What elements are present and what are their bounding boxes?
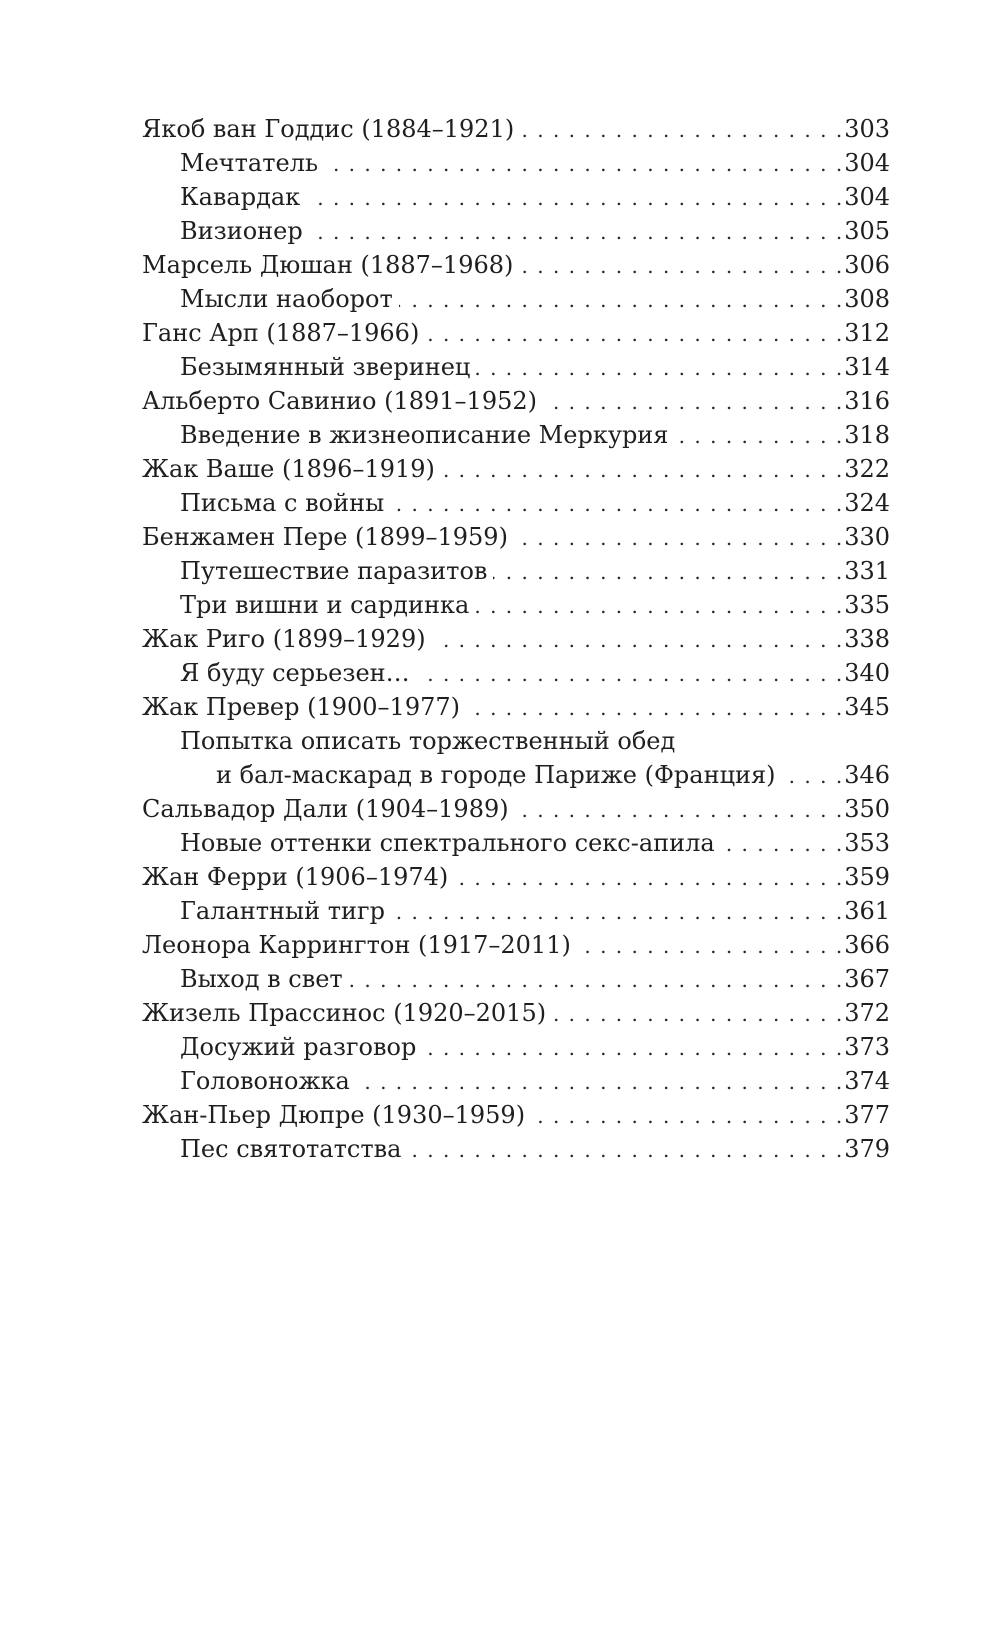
dot-leader — [309, 215, 844, 249]
toc-work-entry — [142, 146, 890, 180]
toc-page-number: 314 — [844, 353, 890, 381]
toc-page-number: 312 — [844, 319, 890, 347]
toc-page-number: 340 — [844, 659, 890, 687]
toc-page-number: 304 — [844, 183, 890, 211]
dot-leader — [721, 827, 844, 861]
toc-entry-title: Леонора Каррингтон (1917–2011) — [142, 928, 577, 962]
dot-leader — [399, 283, 844, 317]
toc-author-entry — [142, 622, 890, 656]
toc-work-entry — [142, 214, 890, 248]
toc-work-entry — [142, 180, 890, 214]
toc-page-number: 316 — [844, 387, 890, 415]
toc-entry-title: Новые оттенки спектрального секс-апила — [142, 826, 721, 860]
dot-leader — [514, 521, 844, 555]
toc-page-number: 374 — [844, 1067, 890, 1095]
dot-leader — [356, 1065, 844, 1099]
toc-author-entry — [142, 112, 890, 146]
dot-leader — [407, 1133, 844, 1167]
toc-entry-title: Якоб ван Годдис (1884–1921) — [142, 112, 520, 146]
toc-author-entry — [142, 928, 890, 962]
toc-entry-title: Досужий разговор — [142, 1030, 422, 1064]
toc-page-number: 303 — [844, 115, 890, 143]
toc-page-number: 331 — [844, 557, 890, 585]
dot-leader — [515, 793, 845, 827]
dot-leader — [493, 555, 844, 589]
toc-page-number: 372 — [844, 999, 890, 1027]
toc-work-entry — [142, 350, 890, 384]
toc-entry-title: и бал-маскарад в городе Париже (Франция) — [142, 758, 782, 792]
toc-page-number: 318 — [844, 421, 890, 449]
toc-entry-title: Кавардак — [142, 180, 306, 214]
toc-page-number: 306 — [844, 251, 890, 279]
toc-page-number: 338 — [844, 625, 890, 653]
toc-work-entry — [142, 554, 890, 588]
toc-page-number: 335 — [844, 591, 890, 619]
toc-page-number: 379 — [844, 1135, 890, 1163]
toc-entry-title: Безымянный зверинец — [142, 350, 476, 384]
toc-entry-title: Жан Ферри (1906–1974) — [142, 860, 454, 894]
toc-work-entry — [142, 1030, 890, 1064]
dot-leader — [782, 759, 845, 793]
dot-leader — [422, 1031, 844, 1065]
toc-entry-title: Сальвадор Дали (1904–1989) — [142, 792, 515, 826]
dot-leader — [416, 657, 845, 691]
toc-author-entry — [142, 520, 890, 554]
toc-entry-title: Визионер — [142, 214, 309, 248]
dot-leader — [531, 1099, 844, 1133]
dot-leader — [432, 623, 845, 657]
dot-leader — [390, 487, 844, 521]
toc-author-entry — [142, 1098, 890, 1132]
toc-entry-title: Мечтатель — [142, 146, 324, 180]
toc-page-number: 346 — [844, 761, 890, 789]
toc-work-entry — [142, 656, 890, 690]
toc-entry-title: Жак Превер (1900–1977) — [142, 690, 466, 724]
table-of-contents — [142, 112, 890, 1166]
toc-entry-title: Жак Риго (1899–1929) — [142, 622, 432, 656]
dot-leader — [425, 317, 844, 351]
toc-page-number: 366 — [844, 931, 890, 959]
toc-author-entry — [142, 690, 890, 724]
toc-author-entry — [142, 384, 890, 418]
toc-entry-title: Ганс Арп (1887–1966) — [142, 316, 425, 350]
toc-work-entry — [142, 826, 890, 860]
dot-leader — [519, 249, 844, 283]
toc-page-number: 308 — [844, 285, 890, 313]
toc-work-entry — [142, 486, 890, 520]
dot-leader — [466, 691, 844, 725]
toc-work-entry — [142, 1132, 890, 1166]
toc-page-number: 330 — [844, 523, 890, 551]
toc-entry-title: Мысли наоборот — [142, 282, 399, 316]
toc-entry-title: Жан-Пьер Дюпре (1930–1959) — [142, 1098, 531, 1132]
toc-page-number: 304 — [844, 149, 890, 177]
toc-entry-title: Я буду серьезен… — [142, 656, 416, 690]
toc-author-entry — [142, 792, 890, 826]
toc-work-entry — [142, 894, 890, 928]
dot-leader — [454, 861, 844, 895]
dot-leader — [324, 147, 844, 181]
toc-work-entry — [142, 724, 890, 758]
toc-entry-title: Попытка описать торжественный обед — [142, 724, 681, 758]
toc-page-number: 377 — [844, 1101, 890, 1129]
toc-author-entry — [142, 860, 890, 894]
toc-page-number: 345 — [844, 693, 890, 721]
toc-entry-title: Бенжамен Пере (1899–1959) — [142, 520, 514, 554]
toc-work-entry — [142, 758, 890, 792]
toc-page-number: 350 — [844, 795, 890, 823]
toc-work-entry — [142, 588, 890, 622]
dot-leader — [476, 351, 844, 385]
dot-leader — [552, 997, 844, 1031]
toc-work-entry — [142, 282, 890, 316]
toc-page-number: 373 — [844, 1033, 890, 1061]
toc-entry-title: Письма с войны — [142, 486, 390, 520]
toc-entry-title: Альберто Савинио (1891–1952) — [142, 384, 543, 418]
toc-page-number: 359 — [844, 863, 890, 891]
toc-entry-title: Путешествие паразитов — [142, 554, 493, 588]
dot-leader — [391, 895, 844, 929]
toc-author-entry — [142, 996, 890, 1030]
toc-entry-title: Галантный тигр — [142, 894, 391, 928]
dot-leader — [543, 385, 844, 419]
toc-author-entry — [142, 316, 890, 350]
toc-author-entry — [142, 248, 890, 282]
dot-leader — [674, 419, 844, 453]
dot-leader — [520, 113, 844, 147]
toc-page-number: 324 — [844, 489, 890, 517]
dot-leader — [306, 181, 844, 215]
toc-entry-title: Головоножка — [142, 1064, 356, 1098]
toc-entry-title: Пес святотатства — [142, 1132, 407, 1166]
toc-page-number: 305 — [844, 217, 890, 245]
dot-leader — [577, 929, 844, 963]
toc-entry-title: Три вишни и сардинка — [142, 588, 475, 622]
dot-leader — [475, 589, 844, 623]
dot-leader — [349, 963, 844, 997]
dot-leader — [441, 453, 844, 487]
toc-entry-title: Жак Ваше (1896–1919) — [142, 452, 441, 486]
toc-entry-title: Введение в жизнеописание Меркурия — [142, 418, 674, 452]
toc-entry-title: Жизель Прассинос (1920–2015) — [142, 996, 552, 1030]
toc-author-entry — [142, 452, 890, 486]
toc-page-number: 367 — [844, 965, 890, 993]
toc-entry-title: Марсель Дюшан (1887–1968) — [142, 248, 519, 282]
toc-page-number: 361 — [844, 897, 890, 925]
toc-work-entry — [142, 418, 890, 452]
toc-work-entry — [142, 1064, 890, 1098]
toc-work-entry — [142, 962, 890, 996]
toc-entry-title: Выход в свет — [142, 962, 349, 996]
toc-page-number: 353 — [844, 829, 890, 857]
toc-page-number: 322 — [844, 455, 890, 483]
